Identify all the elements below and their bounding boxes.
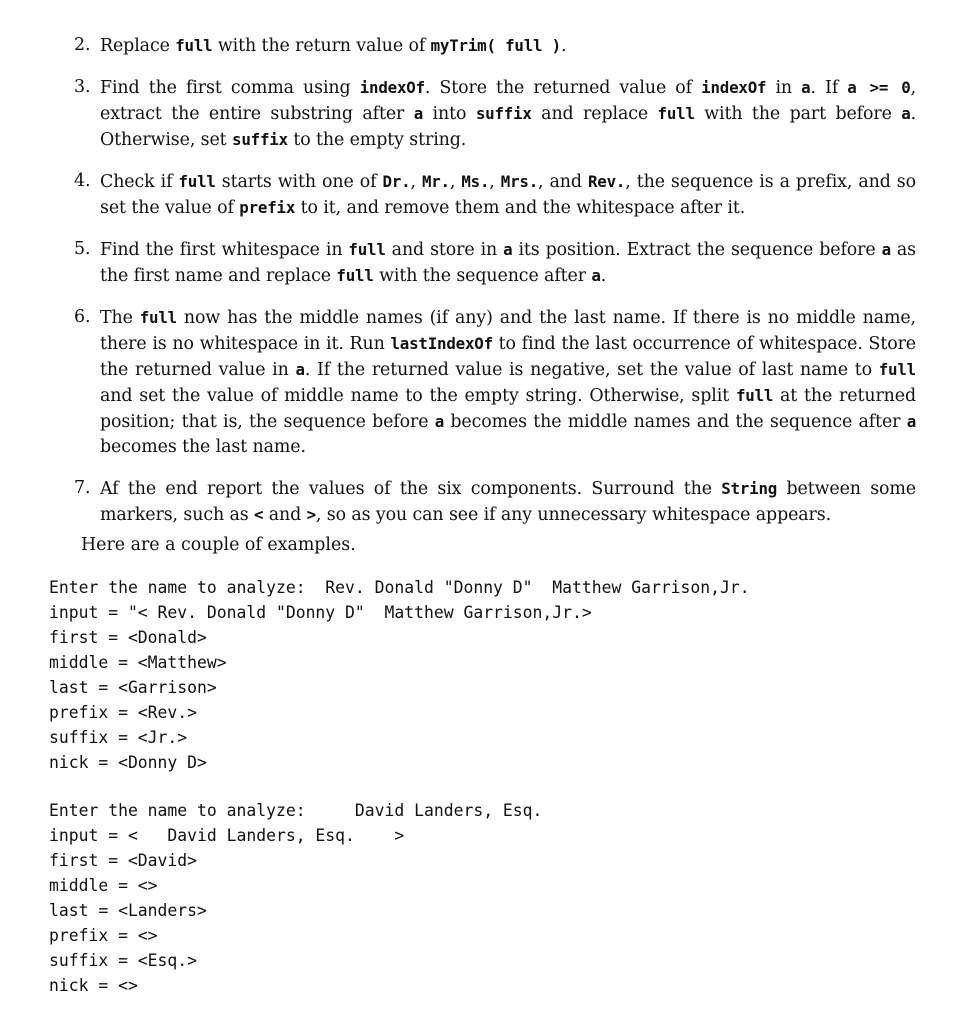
inline-code: Rev.: [587, 172, 626, 191]
inline-code: a: [591, 266, 601, 285]
step-number: 7.: [74, 478, 91, 498]
inline-code: myTrim( full ): [430, 36, 561, 55]
step-text-run: , the sequence is a prefix, and so set the value of: [100, 172, 916, 218]
inline-code: Dr.: [382, 172, 411, 191]
step-text-run: with the sequence after: [373, 266, 592, 286]
example-line: nick = <Donny D>: [49, 753, 207, 772]
inline-code: a: [413, 104, 424, 123]
inline-code: full: [348, 240, 386, 259]
step-text-run: to it, and remove them and the whitespace after it.: [295, 198, 746, 218]
step-text-run: , so as you can see if any unnecessary whitespace appears.: [315, 505, 832, 525]
step-text-run: to find the last occurrence of whitespace. Store the returned value in: [100, 334, 916, 380]
inline-code: a: [901, 104, 911, 123]
step-text-run: , extract the entire substring after: [100, 78, 916, 124]
example-line: input = "< Rev. Donald "Donny D" Matthew Garrison,Jr.>: [49, 603, 592, 622]
step-text-run: to the empty string.: [287, 130, 467, 150]
step-text-run: and set the value of middle name to the empty string. Otherwise, split: [100, 386, 736, 406]
step-text-run: between some markers, such as: [100, 479, 916, 525]
inline-code: a: [881, 240, 891, 259]
example-line: first = <David>: [49, 851, 198, 870]
step-item: [74, 476, 916, 528]
step-item: [74, 75, 916, 153]
example-line: nick = <>: [49, 976, 138, 995]
step-number: 4.: [74, 171, 91, 191]
inline-code: a >= 0: [847, 78, 911, 97]
step-text-run: in: [766, 78, 802, 98]
step-text-run: .: [600, 266, 607, 286]
step-text-run: , and: [538, 172, 588, 192]
example-line: input = < David Landers, Esq. >: [49, 826, 405, 845]
inline-code: prefix: [239, 198, 296, 217]
step-text-run: ,: [489, 172, 501, 192]
step-text-run: becomes the middle names and the sequence after: [444, 412, 907, 432]
step-text-run: as the first name and replace: [100, 240, 916, 286]
step-text-run: with the return value of: [212, 36, 431, 56]
inline-code: <: [254, 505, 264, 524]
inline-code: suffix: [232, 130, 288, 149]
step-text-run: its position. Extract the sequence before: [512, 240, 882, 260]
step-text-run: ,: [449, 172, 462, 192]
step-text-run: and replace: [531, 104, 658, 124]
instruction-steps-list: [74, 33, 916, 544]
step-text-run: Check if: [100, 172, 179, 192]
inline-code: full: [657, 104, 695, 123]
step-text-run: and store in: [385, 240, 504, 260]
step-text-run: . Otherwise, set: [100, 104, 917, 150]
step-text-run: at the returned position; that is, the sequence before: [100, 386, 916, 432]
inline-code: String: [721, 479, 778, 498]
step-text-run: . If the returned value is negative, set the value of last name to: [304, 360, 879, 380]
inline-code: indexOf: [701, 78, 767, 97]
step-text-run: .: [560, 36, 567, 56]
step-item: [74, 33, 916, 59]
example-line: middle = <Matthew>: [49, 653, 227, 672]
step-text-run: Find the first comma using: [100, 78, 360, 98]
step-text-run: The: [100, 308, 140, 328]
step-text-run: Replace: [100, 36, 176, 56]
step-text: [100, 36, 566, 56]
example-output-1: [49, 575, 750, 775]
step-item: [74, 305, 916, 460]
inline-code: a: [801, 78, 811, 97]
inline-code: indexOf: [359, 78, 425, 97]
step-text: [100, 479, 916, 525]
step-text-run: Af the end report the values of the six components. Surround the: [100, 479, 722, 499]
inline-code: a: [906, 412, 916, 431]
step-number: 2.: [74, 35, 91, 55]
inline-code: full: [175, 36, 213, 55]
inline-code: full: [735, 386, 774, 405]
examples-intro: Here are a couple of examples.: [81, 535, 356, 555]
example-line: last = <Garrison>: [49, 678, 217, 697]
step-text: [100, 78, 916, 150]
inline-code: Mrs.: [500, 172, 539, 191]
inline-code: a: [503, 240, 513, 259]
step-text-run: with the part before: [694, 104, 902, 124]
inline-code: suffix: [475, 104, 532, 123]
inline-code: full: [139, 308, 177, 327]
step-text-run: becomes the last name.: [100, 437, 306, 457]
step-item: [74, 237, 916, 289]
step-text-run: into: [423, 104, 476, 124]
step-text-run: ,: [410, 172, 422, 192]
example-line: Enter the name to analyze: Rev. Donald "Donny D" Matthew Garrison,Jr.: [49, 578, 750, 597]
step-number: 5.: [74, 239, 91, 259]
step-number: 3.: [74, 77, 91, 97]
step-text-run: . If: [810, 78, 848, 98]
example-line: prefix = <>: [49, 926, 158, 945]
step-text: [100, 172, 916, 218]
step-item: [74, 169, 916, 221]
step-text-run: . Store the returned value of: [424, 78, 702, 98]
example-line: middle = <>: [49, 876, 158, 895]
inline-code: full: [878, 360, 916, 379]
example-line: suffix = <Esq.>: [49, 951, 198, 970]
inline-code: Mr.: [421, 172, 450, 191]
example-line: last = <Landers>: [49, 901, 207, 920]
step-number: 6.: [74, 307, 91, 327]
example-line: first = <Donald>: [49, 628, 207, 647]
inline-code: Ms.: [461, 172, 490, 191]
step-text-run: Find the first whitespace in: [100, 240, 349, 260]
example-line: suffix = <Jr.>: [49, 728, 188, 747]
inline-code: full: [336, 266, 374, 285]
inline-code: full: [178, 172, 216, 191]
step-text-run: and: [263, 505, 307, 525]
inline-code: >: [306, 505, 316, 524]
inline-code: lastIndexOf: [390, 334, 493, 353]
step-text-run: starts with one of: [215, 172, 383, 192]
step-text: [100, 240, 916, 286]
example-line: Enter the name to analyze: David Landers, Esq.: [49, 801, 543, 820]
step-text: [100, 308, 916, 457]
inline-code: a: [434, 412, 445, 431]
step-text-run: now has the middle names (if any) and the last name. If there is no middle name, there is no whitespace in it. Run: [100, 308, 916, 354]
example-output-2: [49, 798, 542, 998]
example-line: prefix = <Rev.>: [49, 703, 198, 722]
inline-code: a: [295, 360, 305, 379]
